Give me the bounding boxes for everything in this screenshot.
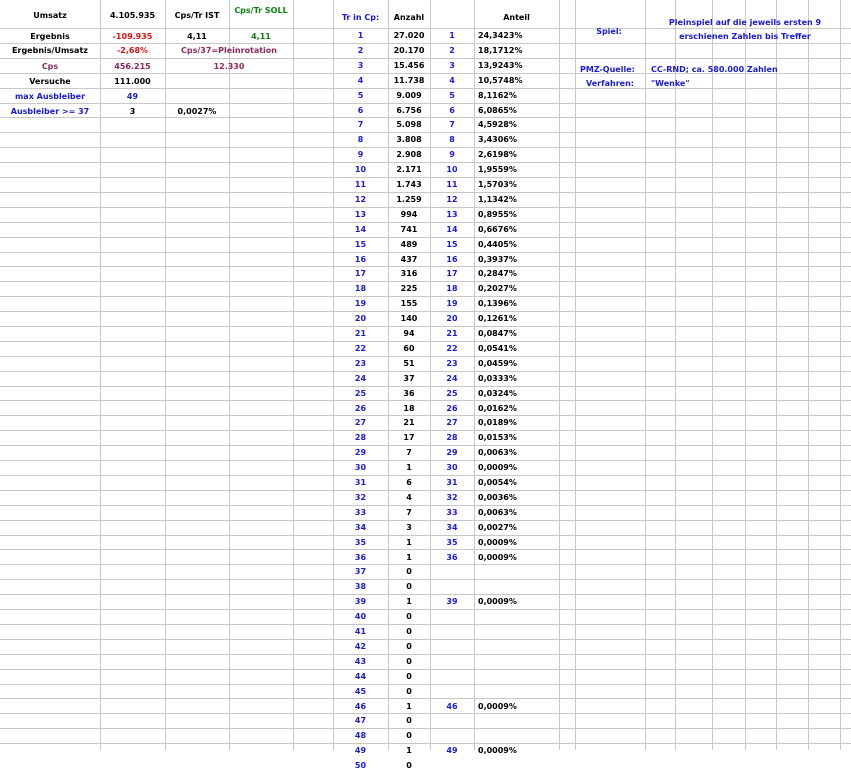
row-anteil[interactable]: 0,1396% (478, 299, 517, 309)
row-anzahl[interactable]: 20.170 (393, 45, 425, 55)
row-tr-repeat[interactable]: 3 (449, 60, 455, 70)
row-anzahl[interactable]: 155 (400, 299, 418, 309)
ausbleiber-37-pct[interactable]: 0,0027% (177, 107, 217, 116)
row-anzahl[interactable]: 6.756 (396, 105, 422, 115)
row-anzahl[interactable]: 0 (406, 567, 412, 577)
row-tr[interactable]: 18 (354, 284, 367, 294)
row-anteil[interactable]: 0,0009% (478, 701, 517, 711)
row-anzahl[interactable]: 37 (403, 373, 415, 383)
row-tr[interactable]: 17 (354, 269, 367, 279)
umsatz-value[interactable]: 4.105.935 (109, 11, 156, 20)
ergebnis-value[interactable]: -109.935 (112, 32, 153, 41)
row-tr[interactable]: 45 (354, 686, 367, 696)
umsatz-label[interactable]: Umsatz (33, 11, 67, 20)
row-tr[interactable]: 24 (354, 373, 367, 383)
row-anzahl[interactable]: 0 (406, 671, 412, 681)
row-tr-repeat[interactable]: 25 (446, 388, 458, 398)
row-anzahl[interactable]: 1 (406, 701, 412, 711)
row-tr-repeat[interactable]: 46 (446, 701, 458, 711)
ergebnis-label[interactable]: Ergebnis (30, 32, 70, 41)
ergebnis-umsatz-label[interactable]: Ergebnis/Umsatz (12, 46, 88, 55)
row-tr[interactable]: 5 (357, 90, 364, 100)
versuche-label[interactable]: Versuche (29, 77, 71, 86)
row-tr-repeat[interactable]: 36 (446, 552, 458, 562)
row-anzahl[interactable]: 994 (400, 209, 418, 219)
row-anteil[interactable]: 2,6198% (478, 150, 517, 160)
row-anzahl[interactable]: 3 (406, 522, 412, 532)
row-tr[interactable]: 1 (357, 31, 364, 40)
row-tr[interactable]: 8 (357, 135, 364, 145)
pmz-quelle-value[interactable]: CC-RND; ca. 580.000 Zahlen (651, 65, 778, 74)
row-tr[interactable]: 25 (354, 388, 367, 398)
row-anzahl[interactable]: 1 (406, 746, 412, 756)
row-tr[interactable]: 30 (354, 463, 367, 473)
row-anteil[interactable]: 0,2027% (478, 284, 517, 294)
ausbleiber-37-count[interactable]: 3 (129, 107, 136, 116)
row-anzahl[interactable]: 27.020 (393, 31, 425, 40)
row-anzahl[interactable]: 316 (400, 269, 418, 279)
row-anzahl[interactable]: 0 (406, 627, 412, 636)
row-anzahl[interactable]: 21 (403, 418, 415, 428)
row-anteil[interactable]: 0,0847% (478, 329, 517, 338)
ausbleiber-37-label[interactable]: Ausbleiber >= 37 (10, 107, 90, 116)
row-tr-repeat[interactable]: 18 (446, 284, 458, 294)
header-anteil[interactable]: Anteil (503, 13, 530, 22)
row-tr-repeat[interactable]: 7 (449, 120, 455, 130)
row-tr[interactable]: 6 (357, 105, 364, 115)
row-tr-repeat[interactable]: 24 (446, 373, 458, 383)
row-tr-repeat[interactable]: 35 (446, 537, 458, 547)
row-anteil[interactable]: 0,0009% (478, 463, 517, 473)
row-anzahl[interactable]: 7 (406, 448, 412, 458)
row-anzahl[interactable]: 1.259 (396, 194, 422, 204)
row-tr[interactable]: 2 (357, 45, 364, 55)
row-tr[interactable]: 21 (354, 329, 367, 338)
row-anteil[interactable]: 0,8955% (478, 209, 517, 219)
row-tr[interactable]: 4 (357, 75, 364, 85)
row-anzahl[interactable]: 11.738 (393, 75, 425, 85)
row-tr-repeat[interactable]: 2 (449, 45, 455, 55)
row-anzahl[interactable]: 2.171 (396, 165, 422, 175)
verfahren-value[interactable]: "Wenke" (651, 79, 690, 88)
row-tr[interactable]: 26 (354, 403, 367, 413)
row-anteil[interactable]: 0,0153% (478, 433, 517, 443)
row-tr[interactable]: 16 (354, 254, 367, 264)
versuche-value[interactable]: 111.000 (114, 77, 151, 86)
row-tr[interactable]: 20 (354, 314, 367, 324)
row-tr-repeat[interactable]: 20 (446, 314, 458, 324)
verfahren-label[interactable]: Verfahren: (586, 79, 634, 88)
row-tr-repeat[interactable]: 14 (446, 224, 458, 234)
pleinrotation-value[interactable]: 12.330 (213, 62, 245, 71)
row-tr-repeat[interactable]: 31 (446, 478, 458, 487)
row-anzahl[interactable]: 1.743 (396, 180, 422, 189)
row-tr[interactable]: 10 (354, 165, 367, 175)
row-tr[interactable]: 7 (357, 120, 364, 130)
row-anteil[interactable]: 18,1712% (478, 45, 523, 55)
row-tr[interactable]: 40 (354, 612, 367, 622)
row-tr-repeat[interactable]: 32 (446, 492, 458, 502)
row-anteil[interactable]: 10,5748% (478, 75, 523, 85)
row-anteil[interactable]: 0,1261% (478, 314, 517, 324)
cps-tr-ist-label[interactable]: Cps/Tr IST (174, 11, 220, 20)
row-tr[interactable]: 9 (357, 150, 364, 160)
row-tr-repeat[interactable]: 49 (446, 746, 458, 756)
row-tr[interactable]: 50 (354, 761, 367, 771)
row-anteil[interactable]: 0,0324% (478, 388, 517, 398)
row-anzahl[interactable]: 0 (406, 612, 412, 622)
row-anzahl[interactable]: 15.456 (393, 60, 425, 70)
row-anteil[interactable]: 1,9559% (478, 165, 517, 175)
row-anzahl[interactable]: 7 (406, 507, 412, 517)
cps-value[interactable]: 456.215 (114, 62, 151, 71)
row-anteil[interactable]: 0,6676% (478, 224, 517, 234)
row-anzahl[interactable]: 0 (406, 716, 412, 726)
row-tr[interactable]: 28 (354, 433, 367, 443)
row-anzahl[interactable]: 0 (406, 686, 412, 696)
row-tr-repeat[interactable]: 29 (446, 448, 458, 458)
row-anteil[interactable]: 0,0009% (478, 537, 517, 547)
row-anteil[interactable]: 0,2847% (478, 269, 517, 279)
row-tr-repeat[interactable]: 17 (446, 269, 458, 279)
row-tr[interactable]: 39 (354, 597, 367, 607)
row-anzahl[interactable]: 17 (403, 433, 415, 443)
row-anzahl[interactable]: 1 (406, 552, 412, 562)
row-tr-repeat[interactable]: 21 (446, 329, 458, 338)
row-tr[interactable]: 37 (354, 567, 367, 577)
row-anteil[interactable]: 0,0036% (478, 492, 517, 502)
row-anzahl[interactable]: 9.009 (396, 90, 422, 100)
row-anteil[interactable]: 3,4306% (478, 135, 517, 145)
ergebnis-umsatz-value[interactable]: -2,68% (116, 46, 149, 55)
row-anzahl[interactable]: 1 (406, 597, 412, 607)
row-anteil[interactable]: 0,0009% (478, 597, 517, 607)
row-anteil[interactable]: 24,3423% (478, 31, 523, 40)
row-anzahl[interactable]: 489 (400, 239, 418, 249)
row-anteil[interactable]: 0,0162% (478, 403, 517, 413)
row-anzahl[interactable]: 741 (400, 224, 418, 234)
row-tr-repeat[interactable]: 34 (446, 522, 458, 532)
row-tr[interactable]: 47 (354, 716, 367, 726)
row-tr-repeat[interactable]: 33 (446, 507, 458, 517)
row-anteil[interactable]: 6,0865% (478, 105, 517, 115)
row-anzahl[interactable]: 0 (406, 731, 412, 741)
row-tr-repeat[interactable]: 6 (449, 105, 455, 115)
row-anteil[interactable]: 0,0009% (478, 746, 517, 756)
row-anzahl[interactable]: 51 (403, 358, 415, 368)
row-anteil[interactable]: 0,0054% (478, 478, 517, 487)
row-anzahl[interactable]: 3.808 (396, 135, 422, 145)
row-tr-repeat[interactable]: 10 (446, 165, 458, 175)
row-tr[interactable]: 12 (354, 194, 367, 204)
row-tr[interactable]: 3 (357, 60, 364, 70)
row-tr[interactable]: 15 (354, 239, 367, 249)
row-anzahl[interactable]: 5.098 (396, 120, 422, 130)
row-tr[interactable]: 27 (354, 418, 367, 428)
row-anzahl[interactable]: 36 (403, 388, 415, 398)
row-anteil[interactable]: 0,0189% (478, 418, 517, 428)
max-ausbleiber-label[interactable]: max Ausbleiber (14, 92, 86, 101)
row-anzahl[interactable]: 2.908 (396, 150, 422, 160)
row-tr-repeat[interactable]: 22 (446, 343, 458, 353)
row-anteil[interactable]: 4,5928% (478, 120, 517, 130)
row-tr[interactable]: 44 (354, 671, 367, 681)
row-tr[interactable]: 49 (354, 746, 367, 756)
cps-tr-soll-label[interactable]: Cps/Tr SOLL (234, 6, 288, 15)
row-tr[interactable]: 35 (354, 537, 367, 547)
max-ausbleiber-value[interactable]: 49 (126, 92, 139, 101)
row-tr[interactable]: 42 (354, 641, 367, 651)
row-anteil[interactable]: 0,0009% (478, 552, 517, 562)
row-anzahl[interactable]: 437 (400, 254, 418, 264)
row-anzahl[interactable]: 225 (400, 284, 418, 294)
row-tr-repeat[interactable]: 9 (449, 150, 455, 160)
row-tr[interactable]: 22 (354, 343, 367, 353)
row-tr[interactable]: 32 (354, 492, 367, 502)
row-anteil[interactable]: 0,0063% (478, 507, 517, 517)
row-anteil[interactable]: 0,0027% (478, 522, 517, 532)
row-anteil[interactable]: 0,0333% (478, 373, 517, 383)
row-tr-repeat[interactable]: 28 (446, 433, 458, 443)
row-tr-repeat[interactable]: 27 (446, 418, 458, 428)
row-anzahl[interactable]: 18 (403, 403, 415, 413)
row-anzahl[interactable]: 140 (400, 314, 418, 324)
row-tr[interactable]: 23 (354, 358, 367, 368)
row-tr[interactable]: 13 (354, 209, 367, 219)
row-tr[interactable]: 36 (354, 552, 367, 562)
row-tr-repeat[interactable]: 39 (446, 597, 458, 607)
row-tr[interactable]: 48 (354, 731, 367, 741)
row-tr[interactable]: 29 (354, 448, 367, 458)
header-anzahl[interactable]: Anzahl (393, 13, 425, 22)
row-anzahl[interactable]: 1 (406, 537, 412, 547)
row-tr[interactable]: 11 (354, 180, 367, 189)
row-anteil[interactable]: 0,0459% (478, 358, 517, 368)
pmz-quelle-label[interactable]: PMZ-Quelle: (580, 65, 635, 74)
row-tr[interactable]: 31 (354, 478, 367, 487)
row-tr-repeat[interactable]: 26 (446, 403, 458, 413)
row-tr-repeat[interactable]: 23 (446, 358, 458, 368)
row-tr-repeat[interactable]: 30 (446, 463, 458, 473)
row-anteil[interactable]: 13,9243% (478, 60, 523, 70)
row-anzahl[interactable]: 0 (406, 582, 412, 592)
cps-label[interactable]: Cps (41, 62, 59, 71)
row-tr-repeat[interactable]: 16 (446, 254, 458, 264)
header-tr-in-cp[interactable]: Tr in Cp: (341, 13, 380, 22)
cps-tr-soll-value[interactable]: 4,11 (251, 32, 271, 41)
row-anteil[interactable]: 0,3937% (478, 254, 517, 264)
row-tr-repeat[interactable]: 15 (446, 239, 458, 249)
row-anzahl[interactable]: 6 (406, 478, 412, 487)
row-tr[interactable]: 41 (354, 627, 367, 636)
spiel-value[interactable]: Pleinspiel auf die jeweils ersten 9 erschienen Zahlen bis Treffer (668, 18, 822, 41)
row-anzahl[interactable]: 0 (406, 656, 412, 666)
row-tr-repeat[interactable]: 13 (446, 209, 458, 219)
row-tr[interactable]: 14 (354, 224, 367, 234)
row-anzahl[interactable]: 94 (403, 329, 415, 338)
cps-tr-ist-value[interactable]: 4,11 (187, 32, 207, 41)
row-tr-repeat[interactable]: 11 (446, 180, 458, 189)
row-tr-repeat[interactable]: 1 (449, 31, 455, 40)
row-tr-repeat[interactable]: 19 (446, 299, 458, 309)
row-anteil[interactable]: 0,0541% (478, 343, 517, 353)
row-tr-repeat[interactable]: 8 (449, 135, 455, 145)
row-anteil[interactable]: 8,1162% (478, 90, 517, 100)
row-anzahl[interactable]: 60 (403, 343, 415, 353)
row-anteil[interactable]: 1,1342% (478, 194, 517, 204)
row-anzahl[interactable]: 0 (406, 761, 412, 771)
row-anzahl[interactable]: 1 (406, 463, 412, 473)
row-anteil[interactable]: 0,4405% (478, 239, 517, 249)
row-anzahl[interactable]: 4 (406, 492, 412, 502)
row-tr[interactable]: 38 (354, 582, 367, 592)
row-anzahl[interactable]: 0 (406, 641, 412, 651)
spiel-label[interactable]: Spiel: (596, 27, 622, 36)
row-anteil[interactable]: 1,5703% (478, 180, 517, 189)
row-tr[interactable]: 46 (354, 701, 367, 711)
row-tr[interactable]: 19 (354, 299, 367, 309)
row-anteil[interactable]: 0,0063% (478, 448, 517, 458)
pleinrotation-label[interactable]: Cps/37=Pleinrotation (180, 46, 277, 55)
row-tr[interactable]: 34 (354, 522, 367, 532)
row-tr-repeat[interactable]: 12 (446, 194, 458, 204)
row-tr[interactable]: 43 (354, 656, 367, 666)
row-tr[interactable]: 33 (354, 507, 367, 517)
row-tr-repeat[interactable]: 5 (449, 90, 455, 100)
row-tr-repeat[interactable]: 4 (449, 75, 455, 85)
